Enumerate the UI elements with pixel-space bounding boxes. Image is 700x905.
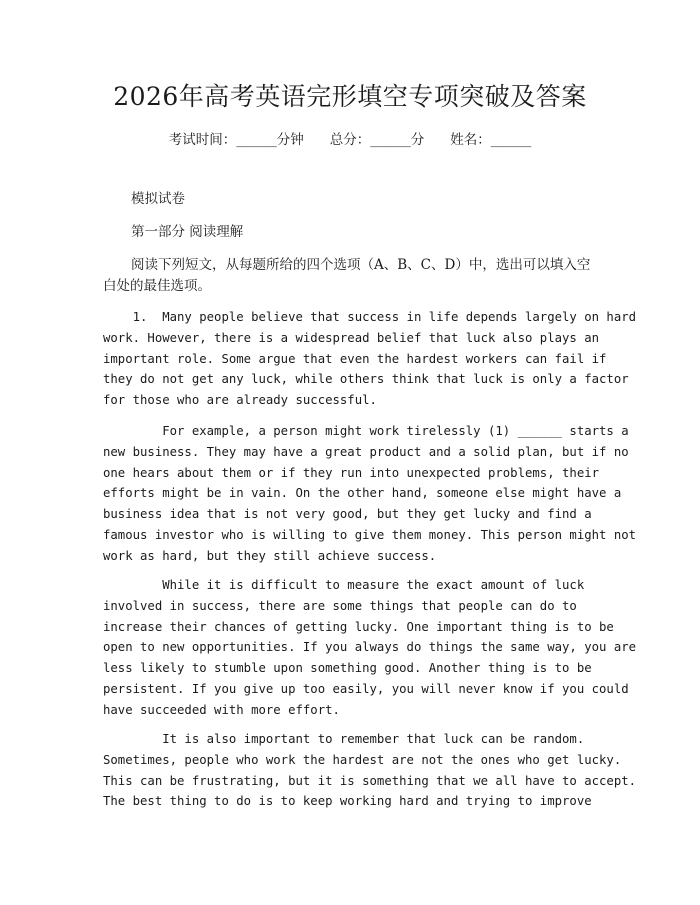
passage-paragraph-4: It is also important to remember that luck can be random. Sometimes, people who work the hardest are not the ones who get lucky. This can be frustrating, but it is something that we all have to accept. The best thing to do is to keep working hard and trying to improve xyxy=(103,732,637,809)
part-heading: 第一部分 阅读理解 xyxy=(131,224,244,240)
passage-paragraph-2: For example, a person might work tirelessly (1) ______ starts a new business. They may have a great product and a solid plan, but if no one hears about them or if they run into unexpected problems, their efforts might be in vain. On the other hand, someone else might have a business idea that is not very good, but they get lucky and find a famous investor who is willing to give them money. This person might not work as hard, but they still achieve success. xyxy=(103,424,637,563)
exam-time-label: 考试时间：______分钟 xyxy=(168,132,304,148)
passage-paragraph-1: 1. Many people believe that success in life depends largely on hard work. However, there is a widespread belief that luck also plays an important role. Some argue that even the hardest workers can fail if they do not get any luck, while others think that luck is only a factor for those who are already successful. xyxy=(103,310,637,408)
passage-paragraph-3: While it is difficult to measure the exact amount of luck involved in success, there are some things that people can do to increase their chances of getting lucky. One important thing is to be open to new opportunities. If you always do things the same way, you are less likely to stumble upon something good. Another thing is to be persistent. If you give up too easily, you will never know if you could have succeeded with more effort. xyxy=(103,578,637,717)
student-name-label: 姓名：______ xyxy=(450,132,532,148)
exam-info-line xyxy=(0,130,700,150)
instructions: 阅读下列短文，从每题所给的四个选项（A、B、C、D）中，选出可以填入空白处的最佳选项。 xyxy=(103,257,591,294)
total-score-label: 总分：______分 xyxy=(329,132,425,148)
document-title: 2026年高考英语完形填空专项突破及答案 xyxy=(113,82,587,111)
section-heading-mock-exam: 模拟试卷 xyxy=(131,191,185,207)
